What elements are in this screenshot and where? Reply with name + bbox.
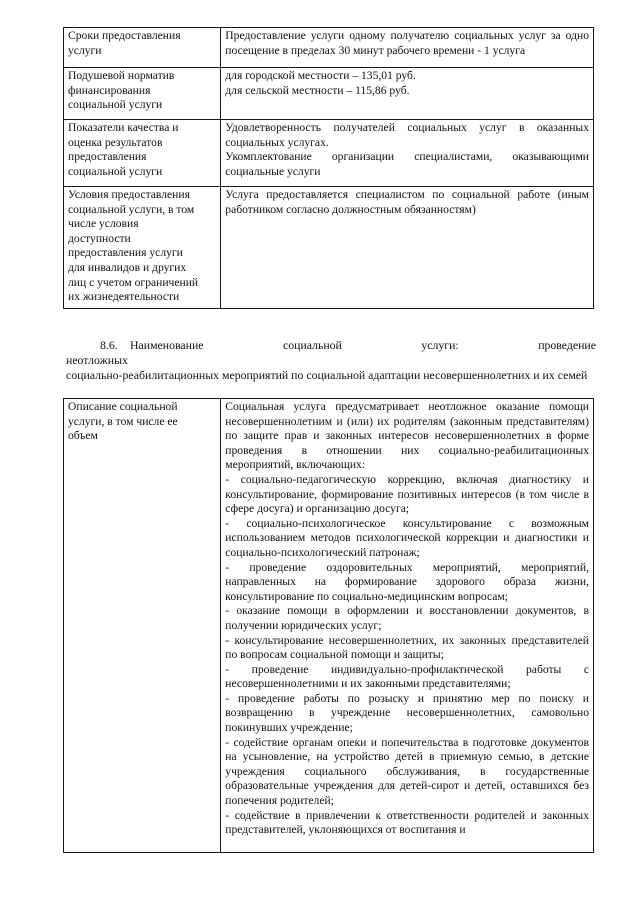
section-title-rest: социально-реабилитационных мероприятий по социальной адаптации несовершеннолетних и их семей [66, 368, 588, 382]
description-paragraph: - проведение индивидуально-профилактической работы с несовершеннолетними и их законными представителями; [225, 662, 589, 691]
description-paragraph: - содействие в привлечении к ответственности родителей и законных представителей, уклоняющихся от воспитания и [225, 808, 589, 837]
description-paragraph: - проведение оздоровительных мероприятий, мероприятий, направленных на формирование здорового образа жизни, консультирование по социально-медицинским вопросам; [225, 560, 589, 603]
description-paragraph: - содействие органам опеки и попечительства в подготовке документов на усыновление, на устройство детей в приемную семью, в детские учреждения социального обслуживания, в государственные образовательные учреждения для детей-сирот и детей, оставшихся без попечения родителей; [225, 735, 589, 808]
table-row [64, 28, 594, 68]
description-paragraph: - проведение работы по розыску и принятию мер по поиску и возвращению в учреждение несовершеннолетних, самовольно покинувших учреждение; [225, 691, 589, 735]
row-label: Подушевой норматив финансирования социальной услуги [64, 68, 221, 120]
table-row [64, 187, 594, 309]
section-number: 8.6. [100, 338, 118, 352]
row-label: Сроки предоставления услуги [64, 28, 221, 68]
table-row [64, 68, 594, 120]
row-value: Предоставление услуги одному получателю социальных услуг за одно посещение в пределах 30 минут рабочего времени - 1 услуга [221, 28, 594, 68]
service-description-table [63, 398, 594, 853]
section-heading [66, 338, 596, 383]
service-terms-table [63, 27, 594, 309]
description-paragraph: - социально-психологическое консультирование с возможным использованием методов психологической коррекции и диагностики и социально-психологический патронаж; [225, 516, 589, 559]
section-title-head: Наименование социальной услуги: проведение неотложных [66, 338, 596, 367]
row-label: Условия предоставления социальной услуги, в том числе условия доступности предоставления услуги для инвалидов и других лиц с учетом ограничений их жизнедеятельности [64, 187, 221, 309]
description-paragraph: Социальная услуга предусматривает неотложное оказание помощи несовершеннолетним и (или) их родителям (законным представителям) по защите прав и законных интересов несовершеннолетних в форме проведения в отношении них социально-реабилитационных мероприятий, включающих: [225, 400, 589, 472]
row-label: Показатели качества и оценка результатов предоставления социальной услуги [64, 120, 221, 187]
row-value: Услуга предоставляется специалистом по социальной работе (иным работником согласно должностным обязанностям) [221, 187, 594, 309]
row-value: Удовлетворенность получателей социальных услуг в оказанных социальных услугах. Укомплектование организации специалистами, оказывающими социальные услуги [221, 120, 594, 187]
row-label: Описание социальной услуги, в том числе ее объем [64, 399, 221, 853]
table-row [64, 399, 594, 853]
row-value [221, 399, 594, 853]
description-paragraph: - оказание помощи в оформлении и восстановлении документов, в получении юридических услуг; [225, 604, 589, 632]
description-paragraph: - социально-педагогическую коррекцию, включая диагностику и консультирование, формирование позитивных интересов (в том числе в сфере досуга) и организацию досуга; [225, 472, 589, 516]
description-paragraph: - консультирование несовершеннолетних, их законных представителей по вопросам социальной помощи и защиты; [225, 633, 589, 662]
table-row [64, 120, 594, 187]
row-value: для городской местности – 135,01 руб. для сельской местности – 115,86 руб. [221, 68, 594, 120]
